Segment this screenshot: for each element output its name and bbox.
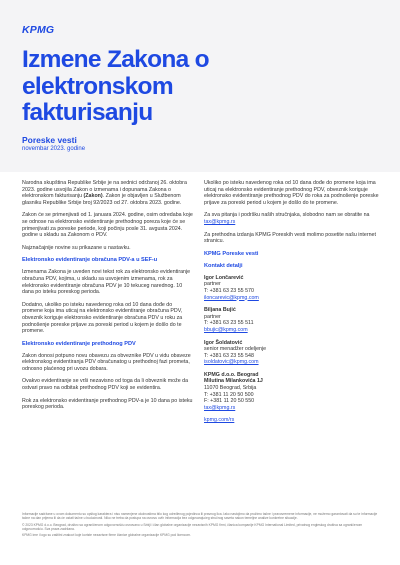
zakon-term: (Zakon) [83, 193, 103, 200]
contact-email-link[interactable]: iloncarevic@kpmg.com [204, 294, 259, 301]
summary-paragraph: Najznačajnije novine su prikazane u nastavku. [22, 244, 131, 251]
office-phone: T: +381 11 20 50 500 [204, 391, 254, 398]
prethodni-paragraph-3: Rok za elektronsko evidentiranje prethodnog PDV-a je 10 dana po isteku poreskog perioda. [22, 397, 193, 411]
publication-date: novembar 2023. godine [22, 146, 86, 152]
contact-phone: T: +381 63 23 55 548 [204, 352, 254, 359]
poreske-vesti-link[interactable]: KPMG Poreske vesti [204, 250, 259, 257]
header-banner [0, 0, 400, 172]
office-city: 11070 Beograd, Srbija [204, 385, 257, 392]
office-email-link[interactable]: tax@kpmg.rs [204, 404, 236, 411]
trademark-text: KPMG ime i logo su zaštitni znakovi koje koriste nezavisne firme članice globalne organizacije KPMG pod licencom. [22, 533, 191, 538]
prethodni-paragraph-1: Zakon donosi potpuno novu obavezu za obveznike PDV u vidu obaveze elektronskog evidentiranja PDV obračunatog u prethodnoj fazi prometa, odnosno plaćenog pri uvozu dobara. [22, 352, 191, 372]
sef-paragraph-1: Izmenama Zakona je uveden novi tekst rok za elektronsko evidentiranje obračuna PDV, kojima, u skladu sa usvojenim izmenama, rok za elektronsko evidentiranje obračuna PDV je 10 tekuceg narednog. 10 dana po isteku poreskog perioda. [22, 269, 191, 296]
left-column [22, 180, 194, 417]
sef-paragraph-2: Dodatno, ukoliko po isteku navedenog roka od 10 dana dođe do promene koja ima uticaj na elektronsko evidentiranje obračuna PDV, obveznik koriguje elektronsko evidentiranje obračuna PDV u roku za podnošenje poreske prijave za poreski period u kojem je došlo do te promene. [22, 301, 183, 335]
website-link[interactable]: kpmg.com/rs [204, 417, 235, 424]
intro-paragraph: Narodna skupština Republike Srbije je na sednici održanoj 26. oktobra 2023. godine usvojila Zakon o izmenama i dopunama Zakona o elektronskom fakturisanju (Zakon). Zakon je objavljen u Službenom glasniku Republike Srbije broj 92/2023 od 27. oktobra 2023. godine. [22, 180, 187, 206]
archive-paragraph: Za prethodna izdanja KPMG Poreskih vesti molimo posetite našu internet stranicu. [204, 231, 376, 245]
contact-name: Igor Lončarević [204, 274, 244, 281]
page-subtitle: Poreske vesti [22, 135, 77, 145]
office-street: Milutina Milankovića 1J [204, 378, 263, 385]
office-name: KPMG d.o.o. Beograd [204, 371, 259, 378]
contact-role: senior menadžer odeljenje [204, 346, 267, 353]
application-paragraph: Zakon će se primenjivati od 1. januara 2024. godine, osim odredaba koje se odnose na elektronsko evidentiranje prethodnog poreza koje će se primenjivati za poreske periode, koji počinju posle 31. avgusta 2024. godine u skladu sa Zakonom o PDV. [22, 212, 193, 239]
contact-role: partner [204, 281, 221, 288]
disclaimer-text: Informacije sadržane u ovom dokumentu su opštog karaktera i nisu namenjene okolnostima bilo kog određenog pojedinca ili pravnog lica. Iako nastojimo da pružimo tačne i pravovremene informacije, ne možemo garantovati da su te informacije tačne na dan prijema ili da će ostati tačne u budućnosti. Niko ne treba da postupa na osnovu ovih informacija bez odgovarajućeg stručnog saveta nakon temeljne analize konkretne situacije. [22, 512, 378, 521]
contact-email-link[interactable]: isoldatovic@kpmg.com [204, 359, 259, 366]
right-column [204, 180, 380, 430]
contact-email-link[interactable]: bbujic@kpmg.com [204, 326, 248, 333]
contact-invite-paragraph: Za sva pitanja i podršku naših stručnjaka, slobodno nam se obratite na tax@kpmg.rs [204, 212, 370, 225]
legal-footer [22, 512, 380, 539]
contact-phone: T: +381 63 23 55 511 [204, 320, 254, 327]
contact-card [204, 340, 380, 366]
section-heading-prethodni-pdv: Elektronsko evidentiranje prethodnog PDV [22, 340, 136, 347]
copyright-text: © 2023 KPMG d.o.o. Beograd, društvo sa ograničenom odgovornošću osnovano u Srbiji i član globalne organizacije nezavisnih KPMG firmi, članica kompanije KPMG International Limited, privatnog engleskog društva sa ograničenom odgovornošću. Sva prava zadržana. [22, 522, 363, 531]
kpmg-logo: KPMG [22, 24, 55, 36]
contact-name: Igor Šoldatović [204, 339, 243, 346]
tax-email-link[interactable]: tax@kpmg.rs [204, 218, 236, 225]
office-fax: F: +381 11 20 50 550 [204, 398, 255, 405]
page-title: Izmene Zakona o elektronskom fakturisanju [22, 46, 209, 126]
contact-name: Biljana Bujić [204, 307, 236, 314]
contact-details-heading: Kontakt detalji [204, 262, 243, 269]
prethodni-paragraph-2: Ovakvo evidentiranje se vrši nezavisno od toga da li obveznik može da ostvari pravo na odbitak prethodnog PDV koji se evidentira. [22, 378, 189, 392]
contact-role: partner [204, 313, 221, 320]
office-address [204, 372, 380, 412]
contact-phone: T: +381 63 23 55 570 [204, 287, 254, 294]
correction-paragraph: Ukoliko po isteku navedenog roka od 10 dana dođe do promene koja ima uticaj na elektronsko evidentiranje prethodnog PDV, obveznik koriguje elektronsko evidentiranje prethodnog PDV do roka za podnošenje poreske prijave za poreski period u kojem je došlo do te promene. [204, 180, 379, 206]
contact-card [204, 307, 380, 333]
contact-card [204, 275, 380, 301]
section-heading-sef: Elektronsko evidentiranje obračuna PDV-a u SEF-u [22, 257, 158, 264]
